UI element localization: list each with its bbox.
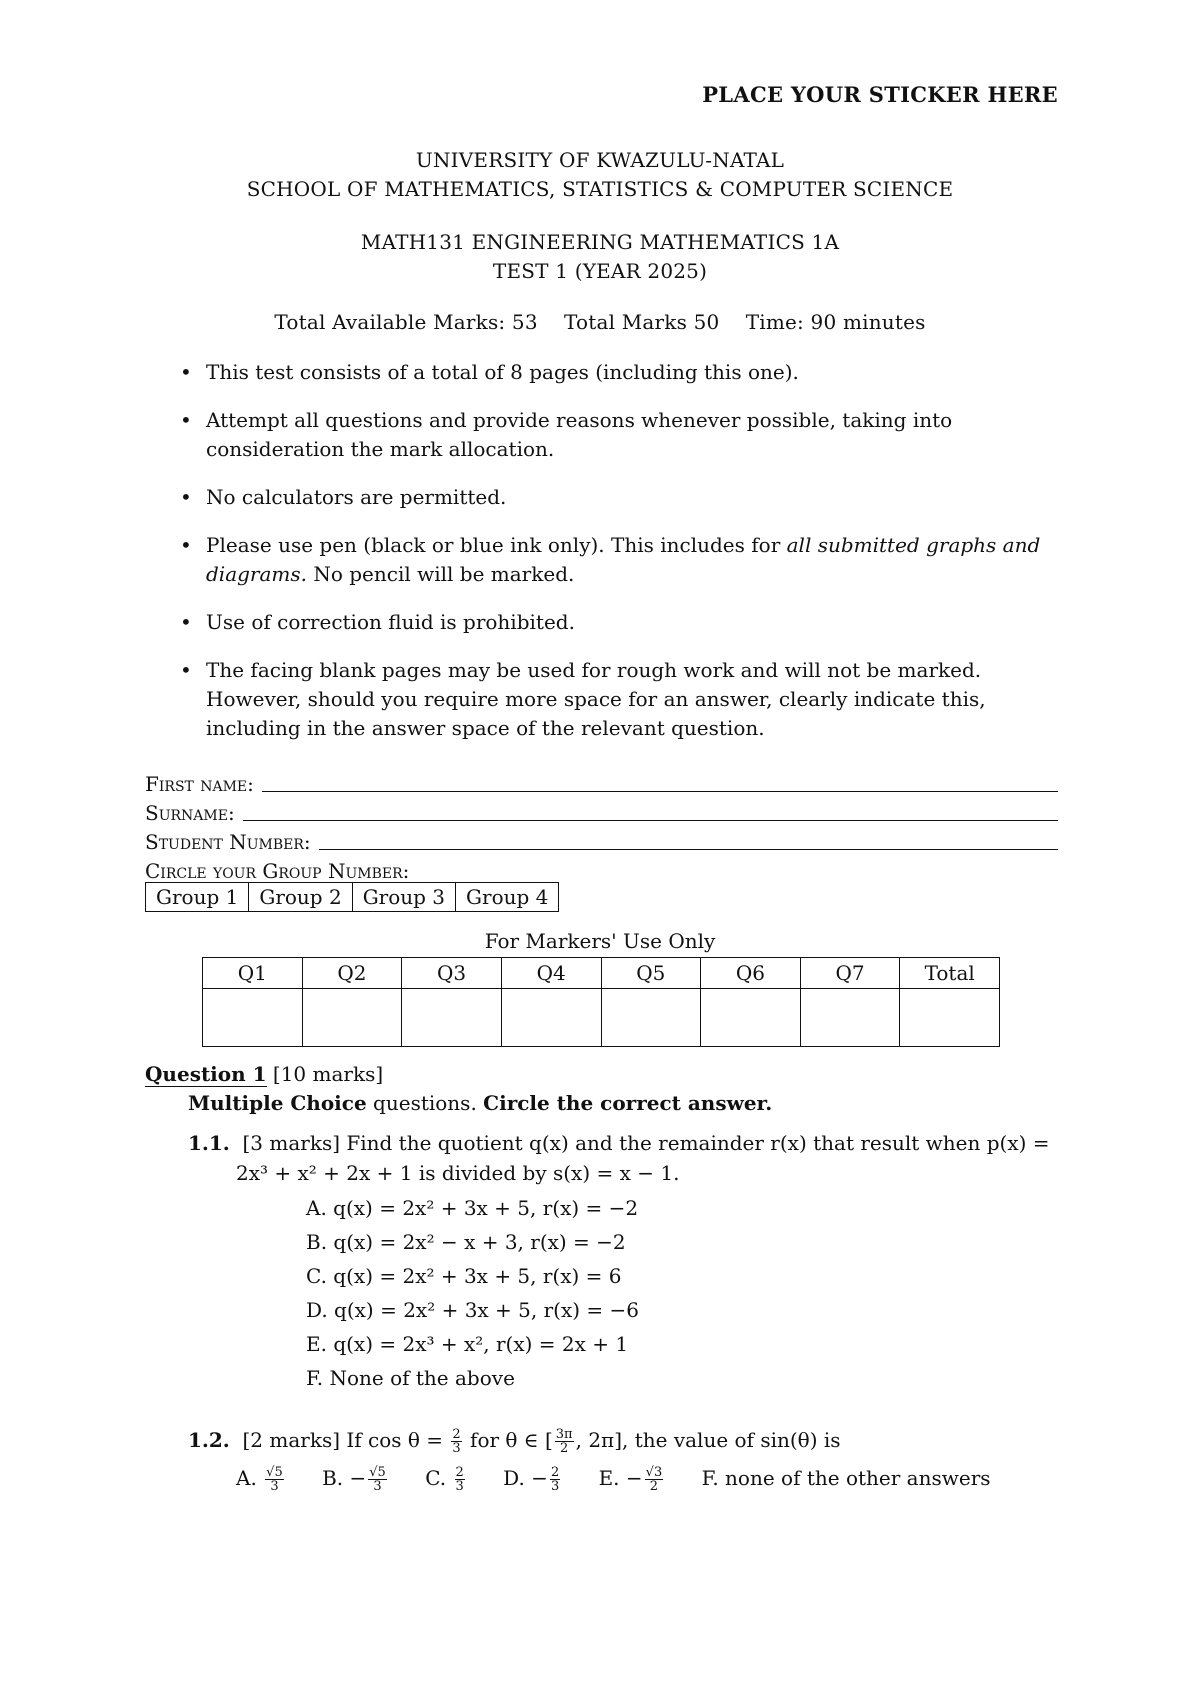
markers-header-cell: Q4 (501, 958, 601, 989)
markers-score-cell[interactable] (203, 989, 303, 1047)
question-1-1-text: [3 marks] Find the quotient q(x) and the remainder r(x) that result when p(x) = (242, 1131, 1050, 1155)
answer-option-a[interactable]: A. q(x) = 2x² + 3x + 5, r(x) = −2 (306, 1196, 639, 1220)
question-1-title: Question 1 (145, 1062, 267, 1086)
question-1-2: 1.2. [2 marks] If cos θ = $\frac{2}{3}$ for θ ∈ [ $\frac{3\pi}{2}$ , 2π], the value of sin(θ) is (188, 1427, 841, 1456)
markers-header-cell: Q6 (701, 958, 801, 989)
question-1-1 (188, 1128, 1058, 1188)
question-1-2-options (236, 1466, 1021, 1493)
instruction-item: • Attempt all questions and provide reasons whenever possible, taking into consideration the mark allocation. (178, 406, 1058, 464)
instructions-list (178, 358, 1058, 762)
surname-line[interactable] (243, 820, 1058, 821)
surname-field[interactable] (145, 797, 1058, 825)
group-option[interactable]: Group 3 (352, 883, 455, 912)
school-name: SCHOOL OF MATHEMATICS, STATISTICS & COMPUTER SCIENCE (246, 177, 954, 201)
markers-header-cell: Total (900, 958, 1000, 989)
markers-header-cell: Q1 (203, 958, 303, 989)
markers-score-cell[interactable] (402, 989, 502, 1047)
markers-table (202, 957, 1000, 1047)
instruction-item: • No calculators are permitted. (178, 483, 1058, 512)
answer-option-b[interactable]: B. q(x) = 2x² − x + 3, r(x) = −2 (306, 1230, 626, 1254)
group-prompt (145, 855, 409, 883)
markers-score-cell[interactable] (900, 989, 1000, 1047)
markers-header-cell: Q5 (601, 958, 701, 989)
first-name-field[interactable] (145, 768, 1058, 796)
instruction-item: • Use of correction fluid is prohibited. (178, 608, 1058, 637)
question-1-instructions: Multiple Choice questions. Circle the correct answer. (188, 1091, 773, 1115)
answer-option-f[interactable]: F. none of the other answers (701, 1466, 991, 1490)
question-1-1-number: 1.1. (188, 1131, 230, 1155)
course-title: MATH131 ENGINEERING MATHEMATICS 1A (360, 230, 840, 254)
question-1-1-text-2: 2x³ + x² + 2x + 1 is divided by s(x) = x − 1. (236, 1161, 680, 1185)
answer-option-a[interactable]: A. $\frac{√5}{3}$ (236, 1465, 283, 1494)
markers-header-cell: Q7 (800, 958, 900, 989)
test-title: TEST 1 (YEAR 2025) (492, 259, 708, 283)
question-1-heading (145, 1062, 383, 1086)
university-name: UNIVERSITY OF KWAZULU-NATAL (415, 148, 785, 172)
answer-option-b[interactable]: B. − $\frac{√5}{3}$ (322, 1465, 386, 1494)
student-number-label: Student Number: (145, 830, 311, 854)
markers-score-cell[interactable] (501, 989, 601, 1047)
sticker-label: PLACE YOUR STICKER HERE (702, 82, 1058, 107)
answer-option-e[interactable]: E. − $\frac{√3}{2}$ (598, 1465, 663, 1494)
markers-score-cell[interactable] (302, 989, 402, 1047)
answer-option-c[interactable]: C. q(x) = 2x² + 3x + 5, r(x) = 6 (306, 1264, 622, 1288)
answer-option-c[interactable]: C. $\frac{2}{3}$ (425, 1465, 464, 1494)
marks-line: Total Available Marks: 53 Total Marks 50 Time: 90 minutes (274, 310, 926, 334)
group-option[interactable]: Group 1 (146, 883, 249, 912)
student-number-line[interactable] (319, 849, 1058, 850)
markers-score-cell[interactable] (601, 989, 701, 1047)
instruction-item: • This test consists of a total of 8 pages (including this one). (178, 358, 1058, 387)
question-1-1-options (306, 1191, 639, 1395)
answer-option-f[interactable]: F. None of the above (306, 1366, 515, 1390)
answer-option-e[interactable]: E. q(x) = 2x³ + x², r(x) = 2x + 1 (306, 1332, 629, 1356)
instruction-item: • Please use pen (black or blue ink only). This includes for all submitted graphs and diagrams. No pencil will be marked. (178, 531, 1058, 589)
group-option[interactable]: Group 4 (456, 883, 559, 912)
group-option[interactable]: Group 2 (249, 883, 352, 912)
answer-option-d[interactable]: D. q(x) = 2x² + 3x + 5, r(x) = −6 (306, 1298, 640, 1322)
answer-option-d[interactable]: D. − $\frac{2}{3}$ (503, 1465, 560, 1494)
student-number-field[interactable] (145, 826, 1058, 854)
markers-score-cell[interactable] (800, 989, 900, 1047)
question-1-2-number: 1.2. (188, 1428, 230, 1452)
first-name-line[interactable] (262, 791, 1058, 792)
first-name-label: First name: (145, 772, 254, 796)
markers-caption: For Markers' Use Only (484, 929, 716, 953)
group-table (145, 882, 559, 912)
surname-label: Surname: (145, 801, 235, 825)
markers-score-cell[interactable] (701, 989, 801, 1047)
group-prompt-label: Circle your Group Number: (145, 859, 410, 883)
markers-header-cell: Q2 (302, 958, 402, 989)
instruction-item: • The facing blank pages may be used for rough work and will not be marked. However, should you require more space for an answer, clearly indicate this, including in the answer space of the relevant question. (178, 656, 1058, 743)
question-1-marks: [10 marks] (272, 1062, 384, 1086)
markers-header-cell: Q3 (402, 958, 502, 989)
